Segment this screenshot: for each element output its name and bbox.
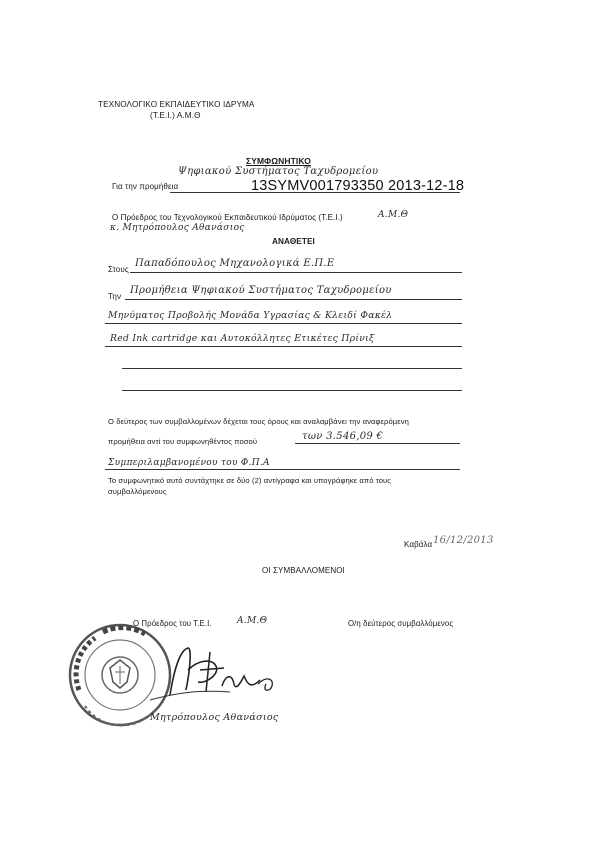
procurement-value: Ψηφιακού Συστήματος Ταχυδρομείου [178, 166, 379, 177]
signature-icon [140, 640, 300, 710]
registry-stamp-id: 13SYMV001793350 2013-12-18 [251, 178, 465, 194]
signing-date: 16/12/2013 [433, 535, 494, 546]
vat-underline [105, 469, 460, 470]
acceptance-line2: προμήθεια αντί του συμφωνηθέντος ποσού [108, 437, 258, 446]
subject-label: Την [108, 292, 122, 301]
assigns-heading: ΑΝΑΘΕΤΕΙ [272, 237, 315, 246]
second-party-signature-label: Ο/η δεύτερος συμβαλλόμενος [348, 619, 454, 628]
president-line: Ο Πρόεδρος του Τεχνολογικού Εκπαιδευτικού Ιδρύματος (Τ.Ε.Ι.) [112, 213, 343, 222]
acceptance-line4: συμβαλλόμενους [108, 487, 167, 496]
acceptance-line1: Ο δεύτερος των συμβαλλομένων δέχεται τους όρους και αναλαμβάνει την αναφερόμενη [108, 417, 409, 426]
subject-line1: Προμήθεια Ψηφιακού Συστήματος Ταχυδρομείου [130, 285, 392, 296]
parties-title: ΟΙ ΣΥΜΒΑΛΛΟΜΕΝΟΙ [262, 566, 345, 575]
subject-underline-2 [105, 323, 462, 324]
recipient-label: Στους [108, 265, 129, 274]
subject-underline-3 [105, 346, 462, 347]
president-line-hand: Α.Μ.Θ [378, 210, 409, 220]
recipient-value: Παπαδόπουλος Μηχανολογικά Ε.Π.Ε [135, 258, 335, 269]
subject-line2: Μηνύματος Προβολής Μονάδα Υγρασίας & Κλειδί Φακέλ [108, 310, 393, 321]
subject-underline-1 [125, 299, 462, 300]
procurement-label: Για την προμήθεια [112, 182, 179, 191]
blank-line-2 [122, 390, 462, 391]
document-title: ΣΥΜΦΩΝΗΤΙΚΟ [246, 156, 311, 166]
president-signature-label: Ο Πρόεδρος του Τ.Ε.Ι. [133, 619, 212, 628]
signer-name-hand: Μητρόπουλος Αθανάσιος [150, 712, 279, 723]
president-name-hand: κ. Μητρόπουλος Αθανάσιος [110, 223, 245, 233]
vat-note: Συμπεριλαμβανομένου του Φ.Π.Α [108, 458, 270, 468]
president-signature-hand: Α.Μ.Θ [237, 616, 268, 626]
institution-name: ΤΕΧΝΟΛΟΓΙΚΟ ΕΚΠΑΙΔΕΥΤΙΚΟ ΙΔΡΥΜΑ [98, 100, 255, 109]
amount-underline [295, 443, 460, 444]
acceptance-line3: Το συμφωνητικό αυτό συντάχτηκε σε δύο (2) αντίγραφα και υπογράφηκε από τους [108, 476, 392, 485]
institution-abbrev: (Τ.Ε.Ι.) Α.Μ.Θ [150, 111, 201, 120]
subject-line3: Red Ink cartridge και Αυτοκόλλητες Ετικέτες Πρίνιξ [110, 333, 375, 344]
place-label: Καβάλα [404, 540, 433, 549]
contract-amount: των 3.546,09 € [302, 431, 384, 442]
blank-line-1 [122, 368, 462, 369]
recipient-underline [130, 272, 462, 273]
